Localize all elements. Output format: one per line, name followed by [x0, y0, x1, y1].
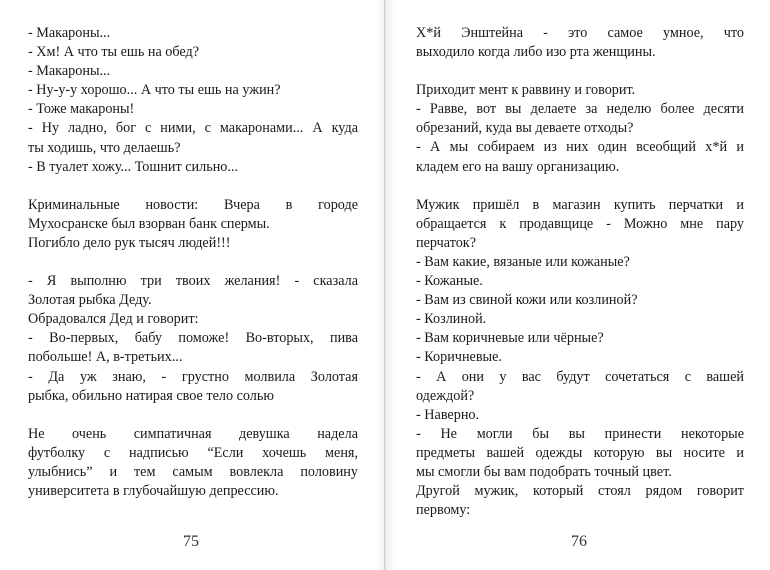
text-line: перчаток? — [416, 234, 476, 251]
text-line: - А они у вас будут сочетаться с вашей — [416, 368, 744, 385]
text-line: - Макароны... — [28, 63, 111, 80]
text-line: ты ходишь, что делаешь? — [28, 139, 181, 156]
left-page-text — [28, 24, 358, 501]
text-line: - Макароны... — [28, 25, 111, 41]
text-line: - Хм! А что ты ешь на обед? — [28, 44, 200, 61]
text-line: обрезаний, куда вы деваете отходы? — [416, 120, 634, 137]
text-line: улыбнись” и тем самым вовлекла половину — [28, 463, 358, 480]
text-line: мы смогли бы вам подобрать точный цвет. — [416, 463, 672, 480]
text-line: обращается к продавщице - Можно мне пару — [416, 215, 744, 232]
text-line: Мужик пришёл в магазин купить перчатки и — [416, 196, 744, 213]
page-number-left: 75 — [183, 533, 199, 550]
text-line: футболку с надписью “Если хочешь меня, — [28, 444, 358, 461]
text-line: Золотая рыбка Деду. — [28, 292, 152, 309]
text-line: Мухосранске был взорван банк спермы. — [28, 215, 270, 232]
text-line: университета в глубочайшую депрессию. — [28, 482, 279, 499]
text-line: - Козлиной. — [416, 311, 487, 328]
text-line: Приходит мент к раввину и говорит. — [416, 82, 636, 99]
paragraph-gap — [28, 253, 358, 272]
text-line: - Ну ладно, бог с ними, с макаронами... А куда — [28, 120, 358, 137]
paragraph-gap — [416, 62, 744, 81]
page-number-right: 76 — [571, 533, 587, 550]
text-line: Х*й Энштейна - это самое умное, что — [416, 25, 744, 41]
text-line: - Кожаные. — [416, 273, 483, 290]
right-page-gutter-shadow — [386, 0, 396, 570]
text-line: - Ну-у-у хорошо... А что ты ешь на ужин? — [28, 82, 281, 99]
text-line: - Наверно. — [416, 406, 480, 423]
text-line: рыбка, обильно натирая свое тело солью — [28, 387, 274, 404]
text-line: - Вам какие, вязаные или кожаные? — [416, 253, 630, 270]
text-line: - Я выполню три твоих желания! - сказала — [28, 273, 358, 290]
text-line: Погибло дело рук тысяч людей!!! — [28, 234, 231, 251]
text-line: - Коричневые. — [416, 349, 502, 366]
text-line: - Во-первых, бабу поможе! Во-вторых, пива — [28, 330, 358, 347]
text-line: - В туалет хожу... Тошнит сильно... — [28, 158, 239, 175]
text-line: - Равве, вот вы делаете за неделю более десяти — [416, 101, 744, 118]
text-line: первому: — [416, 502, 471, 519]
text-line: кладем его на вашу организацию. — [416, 158, 620, 175]
text-line: - А мы собираем из них один всеобщий х*й и — [416, 139, 744, 156]
paragraph-gap — [28, 406, 358, 425]
text-line: побольше! А, в-третьих... — [28, 349, 183, 366]
text-line: - Да уж знаю, - грустно молвила Золотая — [28, 368, 358, 385]
text-line: - Вам коричневые или чёрные? — [416, 330, 604, 347]
text-line: одеждой? — [416, 387, 475, 404]
text-line: - Вам из свиной кожи или козлиной? — [416, 292, 638, 309]
text-line: предметы вашей одежды которую вы носите и — [416, 444, 744, 461]
text-line: Другой мужик, который стоял рядом говорит — [416, 483, 744, 500]
text-line: Обрадовался Дед и говорит: — [28, 311, 199, 328]
text-line: выходило когда либо изо рта женщины. — [416, 44, 656, 61]
right-page-text — [416, 24, 744, 520]
text-line: Не очень симпатичная девушка надела — [28, 425, 358, 442]
text-line: - Не могли бы вы принести некоторые — [416, 425, 744, 442]
right-page — [386, 0, 770, 570]
text-line: - Тоже макароны! — [28, 101, 135, 118]
paragraph-gap — [28, 177, 358, 196]
paragraph-gap — [416, 177, 744, 196]
text-line: Криминальные новости: Вчера в городе — [28, 196, 358, 213]
